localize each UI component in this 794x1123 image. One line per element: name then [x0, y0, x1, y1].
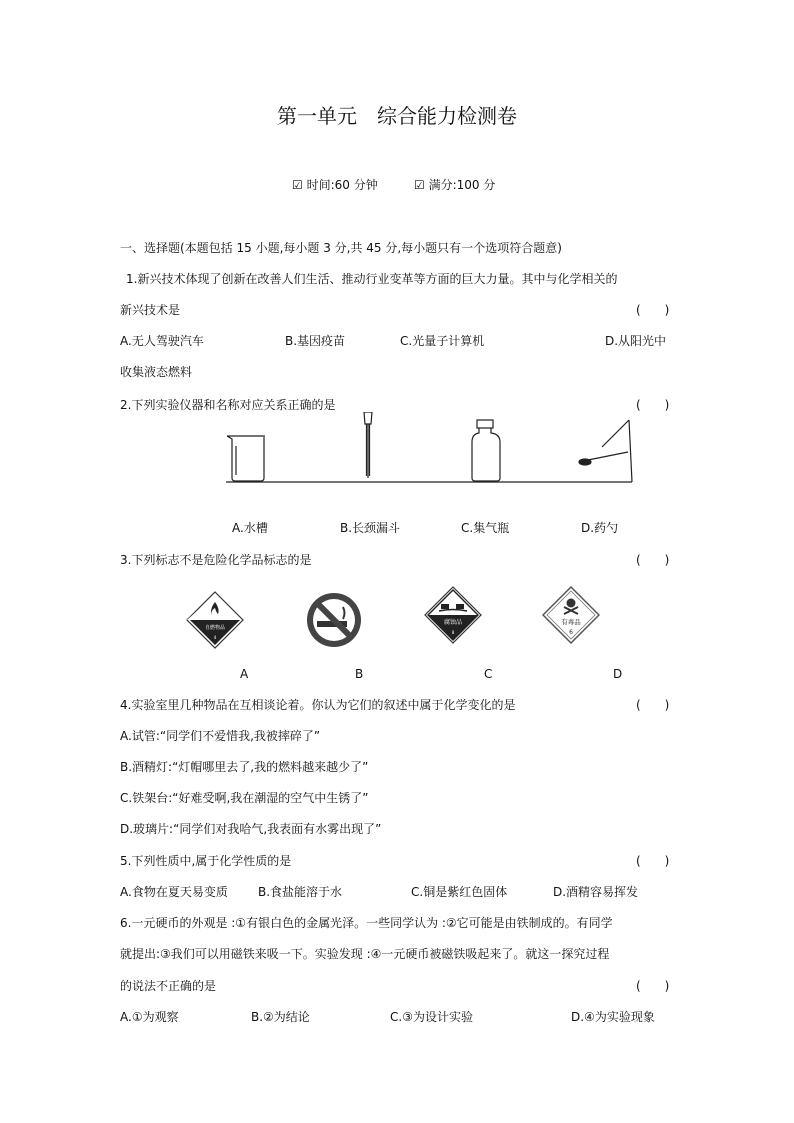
q3-option-b: B: [355, 667, 364, 681]
q4-option-c: C.铁架台:“好难受啊,我在潮湿的空气中生锈了”: [120, 791, 369, 805]
question-3-stem: 3.下列标志不是危险化学品标志的是: [120, 553, 312, 567]
question-6-line2: 就提出:③我们可以用磁铁来吸一下。实验发现 :④一元硬币被磁铁吸起来了。就这一探究过程: [120, 947, 610, 961]
checkbox-icon: ☑: [414, 178, 425, 192]
q2-option-a: A.水槽: [232, 521, 268, 535]
q2-option-d: D.药勺: [581, 521, 619, 535]
answer-blank: ( ): [636, 698, 670, 712]
question-1-stem-line1: 1.新兴技术体现了创新在改善人们生活、推动行业变革等方面的巨大力量。其中与化学相关的: [126, 272, 618, 286]
sign-d-number: 6: [569, 629, 573, 636]
q5-option-b: B.食盐能溶于水: [258, 885, 343, 899]
medicine-spoon-icon: [579, 420, 632, 482]
q1-option-a: A.无人驾驶汽车: [120, 334, 204, 348]
question-4-stem: 4.实验室里几种物品在互相谈论着。你认为它们的叙述中属于化学变化的是: [120, 698, 516, 712]
page-title: 第一单元 综合能力检测卷: [277, 104, 517, 128]
q5-option-d: D.酒精容易挥发: [553, 885, 639, 899]
q5-option-a: A.食物在夏天易变质: [120, 885, 228, 899]
question-1-stem-line2: 新兴技术是: [120, 303, 181, 317]
q3-option-c: C: [484, 667, 493, 681]
q4-option-b: B.酒精灯:“灯帽哪里去了,我的燃料越来越少了”: [120, 760, 369, 774]
lab-instruments-figure: [220, 412, 640, 492]
q6-option-a: A.①为观察: [120, 1010, 179, 1024]
sign-a-number: 4: [213, 635, 217, 640]
time-limit: 时间:60 分钟: [306, 178, 378, 192]
q1-option-d: D.从阳光中: [605, 334, 667, 348]
exam-time: [292, 177, 378, 193]
question-6-line1: 6.一元硬币的外观是 :①有银白色的金属光泽。一些同学认为 :②它可能是由铁制成的。有同学: [120, 916, 613, 930]
full-score: 满分:100 分: [428, 178, 496, 192]
beaker-icon: [227, 436, 265, 481]
sign-c-number: 8: [451, 630, 455, 635]
sign-d-label: 有毒品: [561, 618, 581, 626]
q1-option-d-continued: 收集液态燃料: [120, 365, 193, 379]
hazard-sign-corrosive-icon: [424, 586, 482, 644]
hazard-sign-toxic-icon: [542, 586, 600, 644]
q2-option-b: B.长颈漏斗: [340, 521, 401, 535]
question-5-stem: 5.下列性质中,属于化学性质的是: [120, 854, 292, 868]
q5-option-c: C.铜是紫红色固体: [411, 885, 508, 899]
q6-option-d: D.④为实验现象: [571, 1010, 655, 1024]
gas-bottle-icon: [472, 420, 500, 481]
q2-option-c: C.集气瓶: [461, 521, 510, 535]
sign-c-label: 腐蚀品: [443, 619, 463, 626]
answer-blank: ( ): [636, 303, 670, 317]
exam-score: [414, 177, 495, 193]
answer-blank: ( ): [636, 979, 670, 993]
q4-option-a: A.试管:“同学们不爱惜我,我被摔碎了”: [120, 729, 321, 743]
long-neck-funnel-icon: [364, 412, 372, 478]
checkbox-icon: ☑: [292, 178, 303, 192]
sign-a-label: 自燃物品: [204, 625, 226, 631]
section-heading: 一、选择题(本题包括 15 小题,每小题 3 分,共 45 分,每小题只有一个选项符合题意): [120, 241, 562, 255]
q3-option-d: D: [613, 667, 623, 681]
hazard-sign-flammable-icon: [185, 590, 245, 650]
question-2-stem: 2.下列实验仪器和名称对应关系正确的是: [120, 398, 336, 412]
q4-option-d: D.玻璃片:“同学们对我哈气,我表面有水雾出现了”: [120, 822, 382, 836]
answer-blank: ( ): [636, 854, 670, 868]
q6-option-c: C.③为设计实验: [390, 1010, 473, 1024]
no-smoking-sign-icon: [305, 591, 363, 649]
q3-option-a: A: [240, 667, 249, 681]
q6-option-b: B.②为结论: [251, 1010, 310, 1024]
answer-blank: ( ): [636, 398, 670, 412]
q1-option-c: C.光量子计算机: [400, 334, 485, 348]
question-6-line3: 的说法不正确的是: [120, 979, 217, 993]
answer-blank: ( ): [636, 553, 670, 567]
q1-option-b: B.基因疫苗: [285, 334, 346, 348]
